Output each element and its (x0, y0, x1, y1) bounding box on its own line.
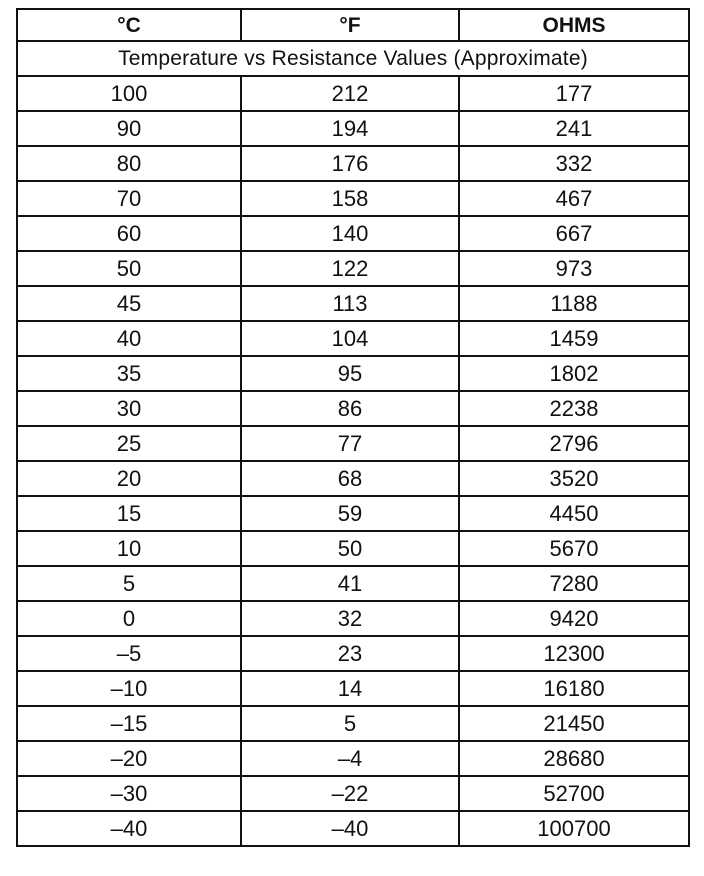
cell-celsius: –30 (17, 776, 241, 811)
cell-fahrenheit: –4 (241, 741, 459, 776)
table-row (17, 111, 689, 146)
cell-ohms: 667 (459, 216, 689, 251)
cell-fahrenheit: 77 (241, 426, 459, 461)
header-fahrenheit: °F (241, 9, 459, 41)
table-row (17, 251, 689, 286)
cell-celsius: 90 (17, 111, 241, 146)
cell-fahrenheit: 68 (241, 461, 459, 496)
cell-fahrenheit: 212 (241, 76, 459, 111)
cell-ohms: 28680 (459, 741, 689, 776)
cell-fahrenheit: 176 (241, 146, 459, 181)
cell-fahrenheit: 50 (241, 531, 459, 566)
table-row (17, 741, 689, 776)
cell-celsius: –15 (17, 706, 241, 741)
cell-ohms: 9420 (459, 601, 689, 636)
cell-fahrenheit: 113 (241, 286, 459, 321)
table-row (17, 461, 689, 496)
cell-fahrenheit: 194 (241, 111, 459, 146)
table-row (17, 181, 689, 216)
cell-fahrenheit: –22 (241, 776, 459, 811)
cell-fahrenheit: 32 (241, 601, 459, 636)
header-row (17, 9, 689, 41)
cell-celsius: –10 (17, 671, 241, 706)
cell-ohms: 7280 (459, 566, 689, 601)
header-ohms: OHMS (459, 9, 689, 41)
table-row (17, 426, 689, 461)
cell-celsius: 100 (17, 76, 241, 111)
table-row (17, 146, 689, 181)
cell-ohms: 3520 (459, 461, 689, 496)
temperature-resistance-table (16, 8, 690, 847)
cell-celsius: 70 (17, 181, 241, 216)
table-row (17, 671, 689, 706)
table-row (17, 356, 689, 391)
cell-fahrenheit: 59 (241, 496, 459, 531)
cell-ohms: 177 (459, 76, 689, 111)
cell-ohms: 2796 (459, 426, 689, 461)
resistance-table-container (16, 8, 688, 847)
cell-ohms: 1188 (459, 286, 689, 321)
cell-celsius: 80 (17, 146, 241, 181)
cell-fahrenheit: 140 (241, 216, 459, 251)
cell-ohms: 1459 (459, 321, 689, 356)
cell-ohms: 52700 (459, 776, 689, 811)
table-row (17, 76, 689, 111)
table-row (17, 391, 689, 426)
cell-celsius: 50 (17, 251, 241, 286)
cell-fahrenheit: 23 (241, 636, 459, 671)
cell-celsius: 0 (17, 601, 241, 636)
table-row (17, 496, 689, 531)
cell-celsius: 25 (17, 426, 241, 461)
cell-celsius: 35 (17, 356, 241, 391)
cell-celsius: –5 (17, 636, 241, 671)
cell-ohms: 5670 (459, 531, 689, 566)
cell-fahrenheit: 14 (241, 671, 459, 706)
cell-fahrenheit: 86 (241, 391, 459, 426)
cell-ohms: 16180 (459, 671, 689, 706)
cell-ohms: 21450 (459, 706, 689, 741)
cell-fahrenheit: 5 (241, 706, 459, 741)
table-row (17, 601, 689, 636)
cell-ohms: 332 (459, 146, 689, 181)
cell-fahrenheit: 95 (241, 356, 459, 391)
table-row (17, 216, 689, 251)
cell-fahrenheit: 122 (241, 251, 459, 286)
cell-celsius: –20 (17, 741, 241, 776)
caption-row (17, 41, 689, 76)
table-row (17, 531, 689, 566)
table-row (17, 286, 689, 321)
cell-celsius: 5 (17, 566, 241, 601)
header-celsius: °C (17, 9, 241, 41)
cell-celsius: 60 (17, 216, 241, 251)
table-row (17, 776, 689, 811)
cell-celsius: 10 (17, 531, 241, 566)
table-row (17, 811, 689, 846)
cell-fahrenheit: 104 (241, 321, 459, 356)
cell-celsius: 20 (17, 461, 241, 496)
cell-celsius: 15 (17, 496, 241, 531)
table-row (17, 566, 689, 601)
cell-ohms: 2238 (459, 391, 689, 426)
table-row (17, 636, 689, 671)
cell-ohms: 12300 (459, 636, 689, 671)
cell-ohms: 467 (459, 181, 689, 216)
cell-celsius: 45 (17, 286, 241, 321)
table-row (17, 321, 689, 356)
cell-fahrenheit: –40 (241, 811, 459, 846)
cell-celsius: 30 (17, 391, 241, 426)
cell-ohms: 100700 (459, 811, 689, 846)
cell-ohms: 241 (459, 111, 689, 146)
cell-celsius: –40 (17, 811, 241, 846)
cell-ohms: 973 (459, 251, 689, 286)
cell-celsius: 40 (17, 321, 241, 356)
cell-ohms: 4450 (459, 496, 689, 531)
cell-fahrenheit: 41 (241, 566, 459, 601)
cell-fahrenheit: 158 (241, 181, 459, 216)
cell-ohms: 1802 (459, 356, 689, 391)
table-row (17, 706, 689, 741)
table-caption: Temperature vs Resistance Values (Approximate) (17, 41, 689, 76)
